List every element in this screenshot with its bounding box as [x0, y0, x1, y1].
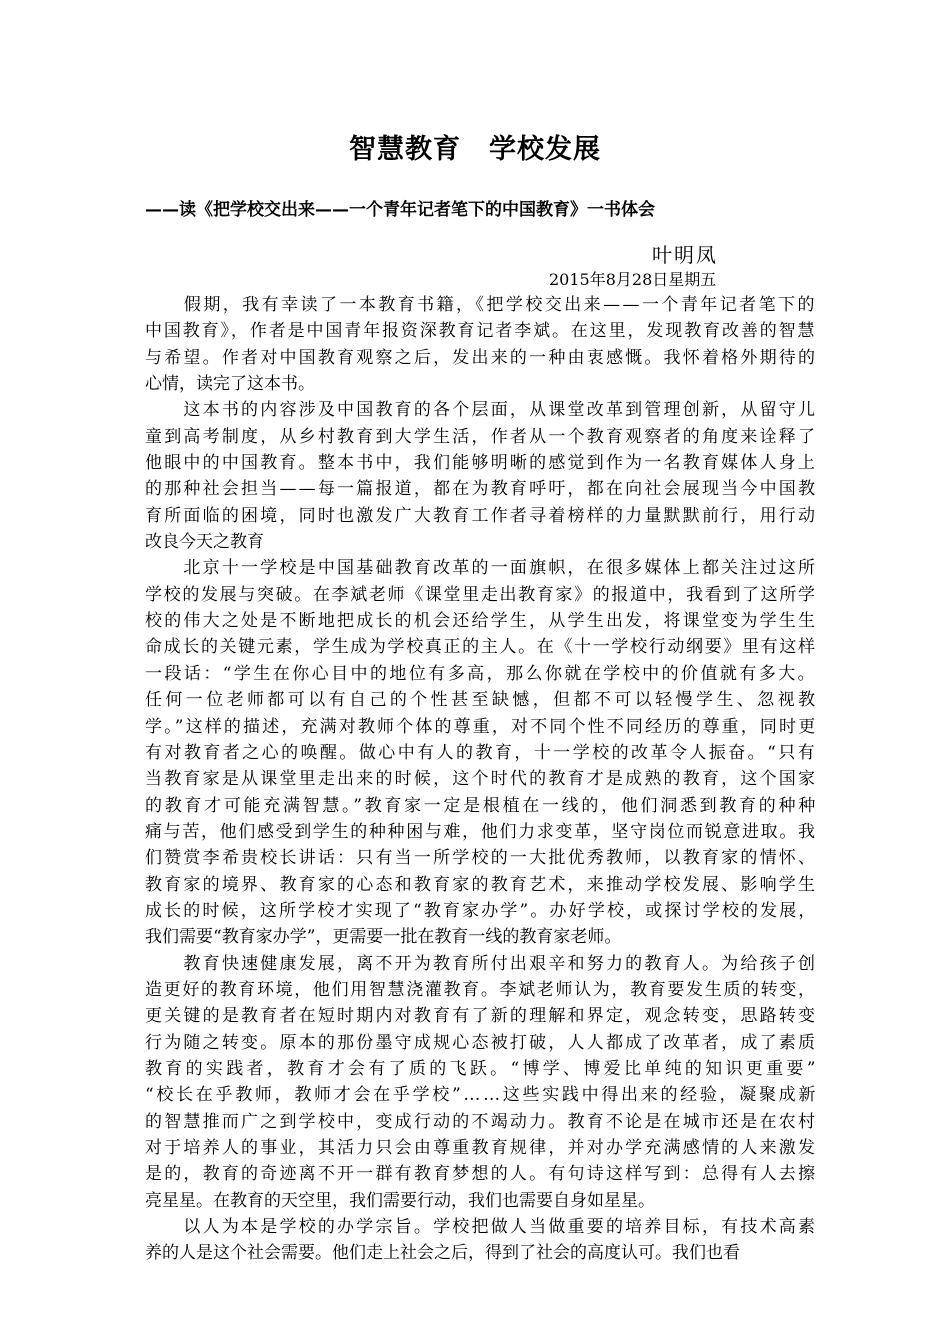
body-line: 与希望。作者对中国教育观察之后，发出来的一种由衷感慨。我怀着格外期待的	[145, 347, 818, 368]
body-line: 教育的实践者，教育才会有了质的飞跃。“博学、博爱比单纯的知识更重要”	[145, 1058, 819, 1079]
body-line: 行为随之转变。原本的那份墨守成规心态被打破，人人都成了改革者，成了素质	[145, 1032, 818, 1053]
body-line: 更关键的是教育者在短时期内对教育有了新的理解和界定，观念转变，思路转变	[145, 1006, 818, 1027]
body-line: 对于培养人的事业，其活力只会由尊重教育规律，并对办学充满感情的人来激发	[145, 1138, 818, 1158]
body-line: 是的，教育的奇迹离不开一群有教育梦想的人。有句诗这样写到：总得有人去擦	[145, 1164, 818, 1185]
body-line: 命成长的关键元素，学生成为学校真正的主人。在《十一学校行动纲要》里有这样	[145, 637, 817, 658]
body-line: 这本书的内容涉及中国教育的各个层面，从课堂改革到管理创新，从留守儿	[145, 400, 818, 421]
body-line: 学。”这样的描述，充满对教师个体的尊重，对不同个性不同经历的尊重，同时更	[145, 716, 818, 737]
body-line: 当教育家是从课堂里走出来的时候，这个时代的教育才是成熟的教育，这个国家	[145, 769, 818, 790]
body-line: 改良今天之教育	[145, 532, 264, 553]
body-line: 们赞赏李希贵校长讲话：只有当一所学校的一大批优秀教师，以教育家的情怀、	[145, 848, 818, 869]
body-line: 育所面临的困境，同时也激发广大教育工作者寻着榜样的力量默默前行，用行动	[145, 505, 818, 526]
body-line: 他眼中的中国教育。整本书中，我们能够明晰的感觉到作为一名教育媒体人身上	[145, 453, 818, 474]
body-line: 一段话：“学生在你心目中的地位有多高，那么你就在学校中的价值就有多大。	[145, 663, 818, 684]
document-subtitle: ——读《把学校交出来——一个青年记者笔下的中国教育》一书体会	[145, 200, 655, 220]
author-name: 叶明凤	[652, 243, 718, 267]
body-line: 校的伟大之处是不断地把成长的机会还给学生，从学生出发，将课堂变为学生生	[145, 611, 818, 632]
body-line: 学校的发展与突破。在李斌老师《课堂里走出教育家》的报道中，我看到了这所学	[145, 584, 817, 605]
body-line: 任何一位老师都可以有自己的个性甚至缺憾，但都不可以轻慢学生、忽视教	[145, 690, 819, 711]
body-line: 的那种社会担当——每一篇报道，都在为教育呼吁，都在向社会展现当今中国教	[145, 479, 818, 500]
body-text	[145, 292, 819, 1267]
body-line: 童到高考制度，从乡村教育到大学生活，作者从一个教育观察者的角度来诠释了	[145, 426, 818, 447]
body-line: 有对教育者之心的唤醒。做心中有人的教育，十一学校的改革令人振奋。“只有	[145, 742, 818, 763]
body-line: 的教育才可能充满智慧。”教育家一定是根植在一线的，他们洞悉到教育的种种	[145, 795, 818, 816]
body-line: 教育快速健康发展，离不开为教育所付出艰辛和努力的教育人。为给孩子创	[145, 953, 818, 974]
body-line: 北京十一学校是中国基础教育改革的一面旗帜，在很多媒体上都关注过这所	[145, 558, 818, 579]
body-line: 造更好的教育环境，他们用智慧浇灌教育。李斌老师认为，教育要发生质的转变，	[145, 979, 817, 1000]
body-line: 成长的时候，这所学校才实现了“教育家办学”。办好学校，或探讨学校的发展，	[145, 900, 818, 921]
body-line: 心情，读完了这本书。	[145, 374, 315, 395]
body-line: 假期，我有幸读了一本教育书籍，《把学校交出来——一个青年记者笔下的	[145, 295, 817, 315]
body-line: 亮星星。在教育的天空里，我们需要行动，我们也需要自身如星星。	[145, 1190, 655, 1211]
body-line: 我们需要“教育家办学”，更需要一批在教育一线的教育家老师。	[145, 927, 622, 948]
body-line: 养的人是这个社会需要。他们走上社会之后，得到了社会的高度认可。我们也看	[145, 1243, 740, 1264]
body-line: 中国教育》，作者是中国青年报资深教育记者李斌。在这里，发现教育改善的智慧	[145, 321, 817, 342]
document-date: 2015年8月28日星期五	[549, 270, 717, 289]
body-line: 痛与苦，他们感受到学生的种种困与难，他们力求变革，坚守岗位而锐意进取。我	[145, 821, 817, 842]
body-line: 的智慧推而广之到学校中，变成行动的不竭动力。教育不论是在城市还是在农村	[145, 1111, 818, 1132]
body-line: “校长在乎教师，教师才会在乎学校”……这些实践中得出来的经验，凝聚成新	[145, 1085, 819, 1106]
body-line: 以人为本是学校的办学宗旨。学校把做人当做重要的培养目标，有技术高素	[145, 1217, 818, 1238]
body-line: 教育家的境界、教育家的心态和教育家的教育艺术，来推动学校发展、影响学生	[145, 874, 818, 895]
document-title: 智慧教育 学校发展	[349, 134, 601, 165]
